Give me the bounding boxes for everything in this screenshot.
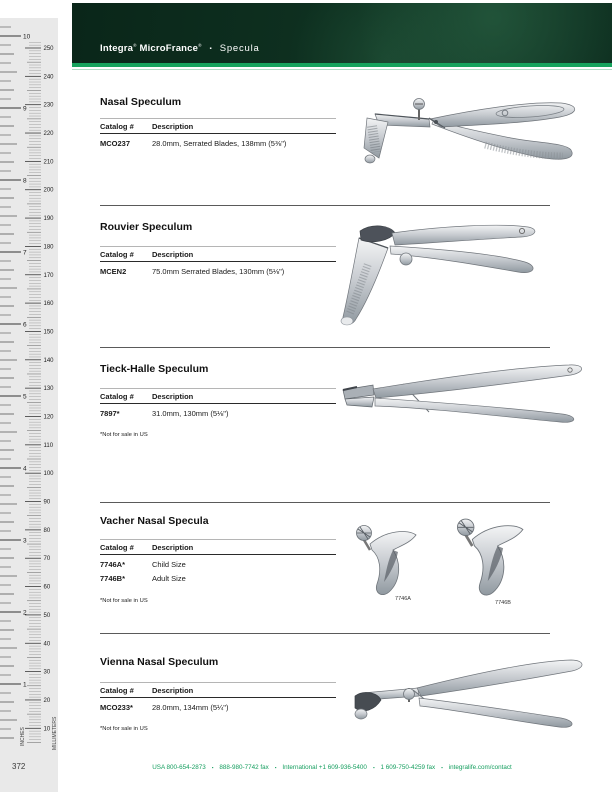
header-bar	[72, 3, 612, 63]
header-title	[100, 43, 260, 54]
contact-item: USA 800-654-2873	[152, 764, 206, 771]
product-image-nasal-speculum	[333, 88, 588, 188]
section-title-rouvier-speculum: Rouvier Speculum	[100, 221, 193, 233]
svg-text:5: 5	[23, 393, 27, 401]
svg-text:9: 9	[23, 105, 27, 113]
image-label-7746a: 7746A	[395, 596, 411, 602]
svg-text:180: 180	[43, 244, 54, 251]
product-description: 75.0mm Serrated Blades, 130mm (5⅛")	[152, 267, 285, 276]
svg-text:100: 100	[43, 471, 54, 478]
column-header-description: Description	[152, 686, 194, 695]
contact-item: integralife.com/contact	[448, 764, 512, 771]
svg-text:30: 30	[43, 669, 51, 676]
product-image-rouvier-speculum	[332, 218, 557, 341]
section-title-vienna-nasal-speculum: Vienna Nasal Speculum	[100, 656, 219, 668]
svg-text:110: 110	[43, 442, 54, 449]
column-header-catalog: Catalog #	[100, 122, 134, 131]
catalog-number: 7746B*	[100, 574, 126, 583]
svg-text:20: 20	[43, 697, 51, 704]
svg-text:150: 150	[43, 329, 54, 336]
svg-text:INCHES: INCHES	[20, 727, 26, 746]
catalog-number: MCO237	[100, 139, 131, 148]
section-divider	[100, 633, 550, 634]
brand-microfrance: MicroFrance	[139, 43, 199, 54]
svg-text:1: 1	[23, 681, 27, 689]
footnote: *Not for sale in US	[100, 726, 148, 732]
contact-item: 888-980-7742 fax	[219, 764, 269, 771]
section-divider	[100, 502, 550, 503]
svg-text:210: 210	[43, 159, 54, 166]
svg-text:4: 4	[23, 465, 27, 473]
svg-text:160: 160	[43, 301, 54, 308]
column-header-catalog: Catalog #	[100, 686, 134, 695]
svg-text:8: 8	[23, 177, 27, 185]
catalog-number: 7746A*	[100, 560, 126, 569]
svg-text:7: 7	[23, 249, 27, 257]
product-table	[100, 388, 336, 418]
product-table	[100, 539, 336, 583]
svg-text:60: 60	[43, 584, 51, 591]
column-header-catalog: Catalog #	[100, 392, 134, 401]
svg-text:MILLIMETERS: MILLIMETERS	[52, 716, 58, 750]
product-description: 28.0mm, 134mm (5¼")	[152, 703, 229, 712]
header-accent-line	[72, 63, 612, 67]
svg-text:140: 140	[43, 357, 54, 364]
table-header	[100, 388, 336, 404]
column-header-description: Description	[152, 250, 194, 259]
svg-text:40: 40	[43, 641, 51, 648]
section-divider	[100, 205, 550, 206]
footnote: *Not for sale in US	[100, 598, 148, 604]
svg-text:3: 3	[23, 537, 27, 545]
product-description: Child Size	[152, 560, 186, 569]
product-image-vienna-speculum	[333, 648, 588, 753]
bullet-square-icon: ▪	[211, 765, 214, 770]
bullet-square-icon: ▪	[209, 46, 212, 52]
svg-text:80: 80	[43, 527, 51, 534]
table-row	[100, 404, 336, 418]
column-header-catalog: Catalog #	[100, 543, 134, 552]
table-row	[100, 569, 336, 583]
table-header	[100, 246, 336, 262]
footnote: *Not for sale in US	[100, 432, 148, 438]
contact-item: International +1 609-936-5400	[282, 764, 367, 771]
table-header	[100, 682, 336, 698]
column-header-description: Description	[152, 392, 194, 401]
bullet-square-icon: ▪	[441, 765, 443, 770]
bullet-square-icon: ▪	[372, 765, 375, 770]
svg-text:120: 120	[43, 414, 54, 421]
product-description: 31.0mm, 130mm (5⅛")	[152, 409, 229, 418]
svg-text:230: 230	[43, 102, 54, 109]
product-image-tieck-halle-speculum	[333, 356, 590, 446]
svg-text:10: 10	[43, 726, 51, 733]
brand-integra: Integra	[100, 43, 134, 54]
svg-text:200: 200	[43, 187, 54, 194]
svg-text:190: 190	[43, 216, 54, 223]
product-description: Adult Size	[152, 574, 186, 583]
svg-text:10: 10	[23, 33, 31, 41]
product-image-vacher-child	[348, 520, 426, 605]
section-title-nasal-speculum: Nasal Speculum	[100, 96, 182, 108]
bullet-square-icon: ▪	[274, 765, 277, 770]
svg-text:220: 220	[43, 131, 54, 138]
header-accent-hairline	[72, 69, 612, 70]
product-table	[100, 246, 336, 276]
table-row	[100, 698, 336, 712]
svg-text:240: 240	[43, 74, 54, 81]
image-label-7746b: 7746B	[495, 600, 511, 606]
section-title-vacher-nasal-specula: Vacher Nasal Specula	[100, 515, 209, 527]
catalog-number: MCO233*	[100, 703, 133, 712]
section-title-tieck-halle-speculum: Tieck-Halle Speculum	[100, 363, 209, 375]
footer-contact-line	[60, 764, 604, 771]
column-header-description: Description	[152, 122, 194, 131]
section-divider	[100, 347, 550, 348]
svg-text:250: 250	[43, 45, 54, 52]
svg-text:2: 2	[23, 609, 27, 617]
svg-text:70: 70	[43, 556, 51, 563]
registered-mark-icon: ®	[198, 43, 202, 48]
ruler-scale	[0, 0, 58, 792]
page-number: 372	[12, 762, 26, 771]
svg-text:170: 170	[43, 272, 54, 279]
header-section-title: Specula	[219, 43, 260, 54]
table-row	[100, 555, 336, 569]
table-row	[100, 262, 336, 276]
svg-text:130: 130	[43, 386, 54, 393]
svg-text:90: 90	[43, 499, 51, 506]
product-table	[100, 118, 336, 148]
catalog-number: MCEN2	[100, 267, 127, 276]
catalog-number: 7897*	[100, 409, 120, 418]
svg-text:50: 50	[43, 612, 51, 619]
table-header	[100, 539, 336, 555]
contact-item: 1 609-750-4259 fax	[380, 764, 436, 771]
svg-text:6: 6	[23, 321, 27, 329]
product-description: 28.0mm, Serrated Blades, 138mm (5⅜")	[152, 139, 287, 148]
column-header-description: Description	[152, 543, 194, 552]
column-header-catalog: Catalog #	[100, 250, 134, 259]
registered-mark-icon: ®	[133, 43, 137, 48]
table-row	[100, 134, 336, 148]
product-table	[100, 682, 336, 712]
product-image-vacher-adult	[448, 513, 534, 606]
table-header	[100, 118, 336, 134]
